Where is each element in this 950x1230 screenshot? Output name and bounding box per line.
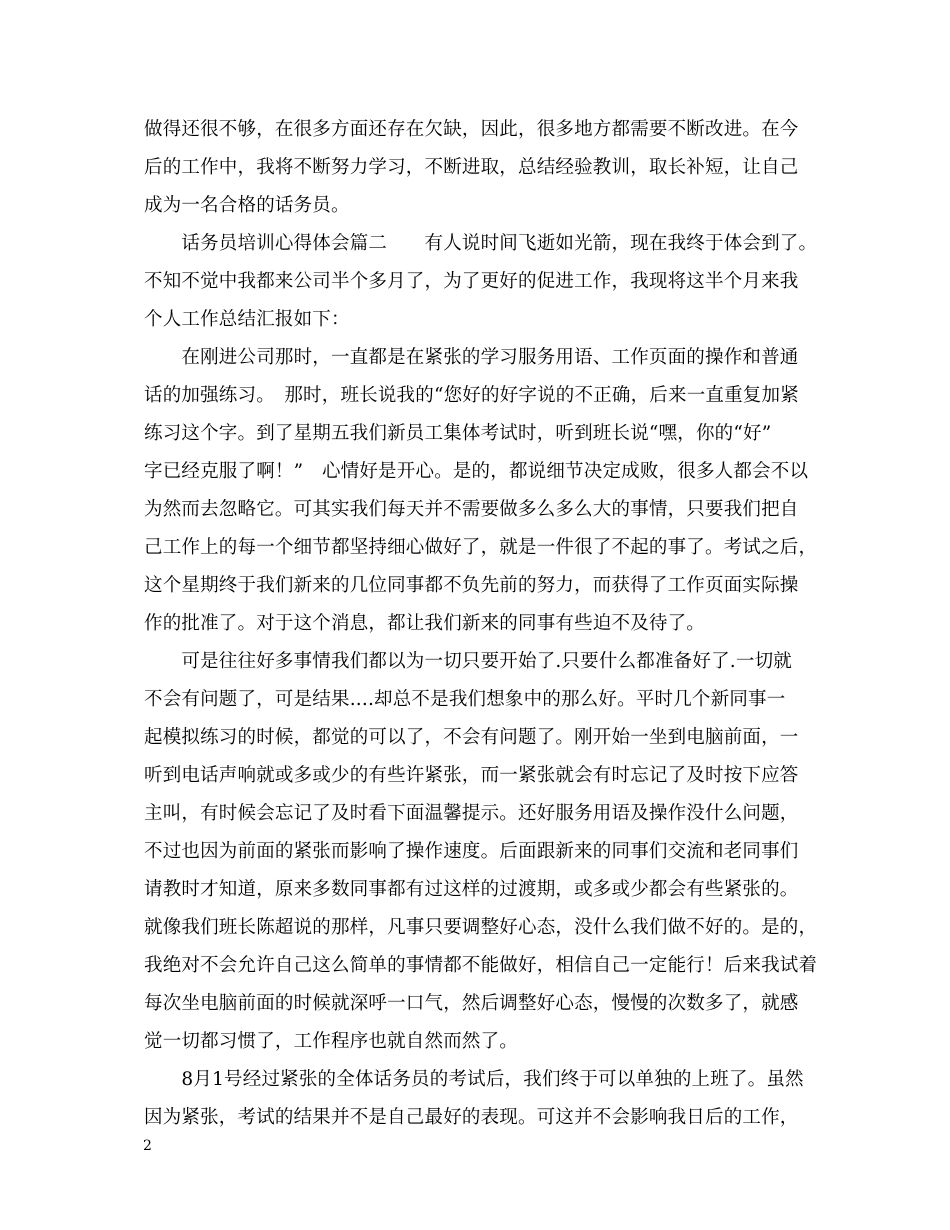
body-text-line: 不会有问题了，可是结果....却总不是我们想象中的那么好。平时几个新同事一: [144, 689, 786, 710]
body-text-line: 不过也因为前面的紧张而影响了操作速度。后面跟新来的同事们交流和老同事们: [144, 841, 799, 862]
body-text-line: 8月1号经过紧张的全体话务员的考试后，我们终于可以单独的上班了。虽然: [144, 1069, 804, 1090]
body-text-line: 就像我们班长陈超说的那样，凡事只要调整好心态，没什么我们做不好的。是的，: [144, 917, 818, 938]
body-text-line: 作的批准了。对于这个消息，都让我们新来的同事有些迫不及待了。: [144, 613, 706, 634]
body-text-line: 这个星期终于我们新来的几位同事都不负先前的努力，而获得了工作页面实际操: [144, 575, 799, 596]
body-text-line: 做得还很不够，在很多方面还存在欠缺，因此，很多地方都需要不断改进。在今: [144, 119, 799, 140]
body-text-line: 觉一切都习惯了，工作程序也就自然而然了。: [144, 1031, 519, 1052]
body-text-line: 话的加强练习。 那时，班长说我的“您好的好字说的不正确，后来一直重复加紧: [144, 385, 799, 406]
body-text-line: 不知不觉中我都来公司半个多月了，为了更好的促进工作，我现将这半个月来我: [144, 271, 799, 292]
body-text-line: 为然而去忽略它。可其实我们每天并不需要做多么多么大的事情，只要我们把自: [144, 499, 799, 520]
page-number: 2: [143, 1138, 152, 1154]
body-text-line: 每次坐电脑前面的时候就深呼一口气，然后调整好心态，慢慢的次数多了，就感: [144, 993, 799, 1014]
body-text-line: 可是往往好多事情我们都以为一切只要开始了.只要什么都准备好了.一切就: [144, 651, 792, 672]
body-text-line: 字已经克服了啊！” 心情好是开心。是的，都说细节决定成败，很多人都会不以: [144, 461, 809, 482]
body-text-line: 请教时才知道，原来多数同事都有过这样的过渡期，或多或少都会有些紧张的。: [144, 879, 799, 900]
body-text-line: 主叫，有时候会忘记了及时看下面温馨提示。还好服务用语及操作没什么问题，: [144, 803, 799, 824]
body-text-line: 后的工作中，我将不断努力学习，不断进取，总结经验教训，取长补短，让自己: [144, 157, 799, 178]
body-text-line: 听到电话声响就或多或少的有些许紧张，而一紧张就会有时忘记了及时按下应答: [144, 765, 799, 786]
section-heading-line: 话务员培训心得体会篇二 有人说时间飞逝如光箭，现在我终于体会到了。: [144, 233, 818, 254]
body-text-line: 练习这个字。到了星期五我们新员工集体考试时，听到班长说“嘿，你的“好”: [144, 423, 772, 444]
body-text-line: 己工作上的每一个细节都坚持细心做好了，就是一件很了不起的事了。考试之后，: [144, 537, 818, 558]
body-text-line: 我绝对不会允许自己这么简单的事情都不能做好，相信自己一定能行！后来我试着: [144, 955, 818, 976]
body-text-line: 在刚进公司那时，一直都是在紧张的学习服务用语、工作页面的操作和普通: [144, 347, 799, 368]
body-text-line: 个人工作总结汇报如下：: [144, 309, 350, 330]
body-text-line: 成为一名合格的话务员。: [144, 195, 350, 216]
body-text-line: 因为紧张，考试的结果并不是自己最好的表现。可这并不会影响我日后的工作，: [144, 1107, 799, 1128]
body-text-line: 起模拟练习的时候，都觉的可以了，不会有问题了。刚开始一坐到电脑前面，一: [144, 727, 799, 748]
